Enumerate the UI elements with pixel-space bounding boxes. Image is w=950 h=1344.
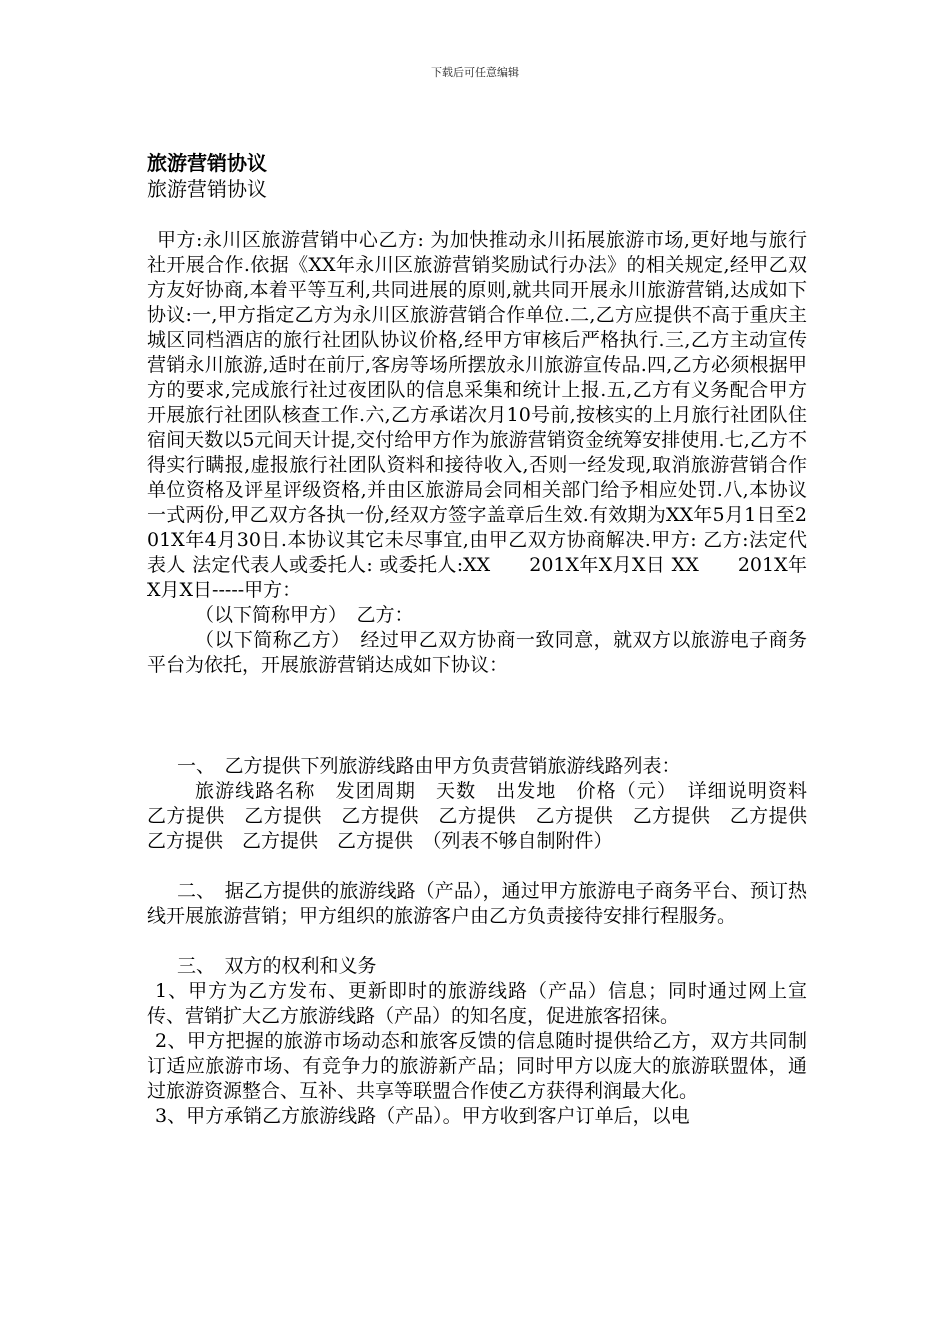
section-three-item-2: 2、甲方把握的旅游市场动态和旅客反馈的信息随时提供给乙方，双方共同制订适应旅游市场、有竞争力的旅游新产品；同时甲方以庞大的旅游联盟体，通过旅游资源整合、互补、共享等联盟合作使乙方获得利润最大化。: [147, 1030, 807, 1102]
spacer: [147, 854, 807, 879]
section-two: 二、 据乙方提供的旅游线路（产品），通过甲方旅游电子商务平台、预订热线开展旅游营销；甲方组织的旅游客户由乙方负责接待安排行程服务。: [147, 880, 807, 927]
paragraph-agreement-terms: 甲方:永川区旅游营销中心乙方: 为加快推动永川拓展旅游市场,更好地与旅行社开展合作.依据《XX年永川区旅游营销奖励试行办法》的相关规定,经甲乙双方友好协商,本着平等互利,共同进展的原则,就共同开展永川旅游营销,达成如下协议:一,甲方指定乙方为永川区旅游营销合作单位.二,乙方应提供不高于重庆主城区同档酒店的旅行社团队协议价格,经甲方审核后严格执行.三,乙方主动宣传营销永川旅游,适时在前厅,客房等场所摆放永川旅游宣传品.四,乙方必须根据甲方的要求,完成旅行社过夜团队的信息采集和统计上报.五,乙方有义务配合甲方开展旅行社团队核查工作.六,乙方承诺次月10号前,按核实的上月旅行社团队住宿间天数以5元间天计提,交付给甲方作为旅游营销资金统筹安排使用.七,乙方不得实行瞒报,虚报旅行社团队资料和接待收入,否则一经发现,取消旅游营销合作单位资格及评星评级资格,并由区旅游局会同相关部门给予相应处罚.八,本协议一式两份,甲乙双方各执一份,经双方签字盖章后生效.有效期为XX年5月1日至201X年4月30日.本协议其它未尽事宜,由甲乙双方协商解决.甲方: 乙方:法定代表人 法定代表人或委托人: 或委托人:XX 201X年X月X日 XX 201X年X月X日-----甲方：: [147, 229, 807, 601]
document-body: [147, 150, 827, 1129]
section-three-item-3: 3、甲方承销乙方旅游线路（产品）。甲方收到客户订单后，以电: [155, 1105, 690, 1127]
paragraph-party-a-short: （以下简称甲方） 乙方：: [195, 604, 414, 626]
section-three-item-1: 1、甲方为乙方发布、更新即时的旅游线路（产品）信息；同时通过网上宣传、营销扩大乙方旅游线路（产品）的知名度，促进旅客招徕。: [147, 980, 807, 1027]
section-three-heading: 三、 双方的权利和义务: [177, 955, 377, 977]
document-title: 旅游营销协议: [147, 177, 267, 201]
paragraph-party-b-short: （以下简称乙方） 经过甲乙双方协商一致同意，就双方以旅游电子商务平台为依托，开展旅游营销达成如下协议：: [147, 629, 807, 676]
section-one-heading: 一、 乙方提供下列旅游线路由甲方负责营销旅游线路列表：: [177, 755, 681, 777]
document-title-bold: 旅游营销协议: [147, 151, 267, 175]
spacer: [147, 678, 807, 754]
page-header-note: 下载后可任意编辑: [431, 66, 519, 79]
spacer: [147, 929, 807, 954]
section-one-route-table: 旅游线路名称 发团周期 天数 出发地 价格（元） 详细说明资料 乙方提供 乙方提供 乙方提供 乙方提供 乙方提供 乙方提供 乙方提供 乙方提供 乙方提供 乙方提供 （列表不够自制附件）: [147, 780, 827, 852]
